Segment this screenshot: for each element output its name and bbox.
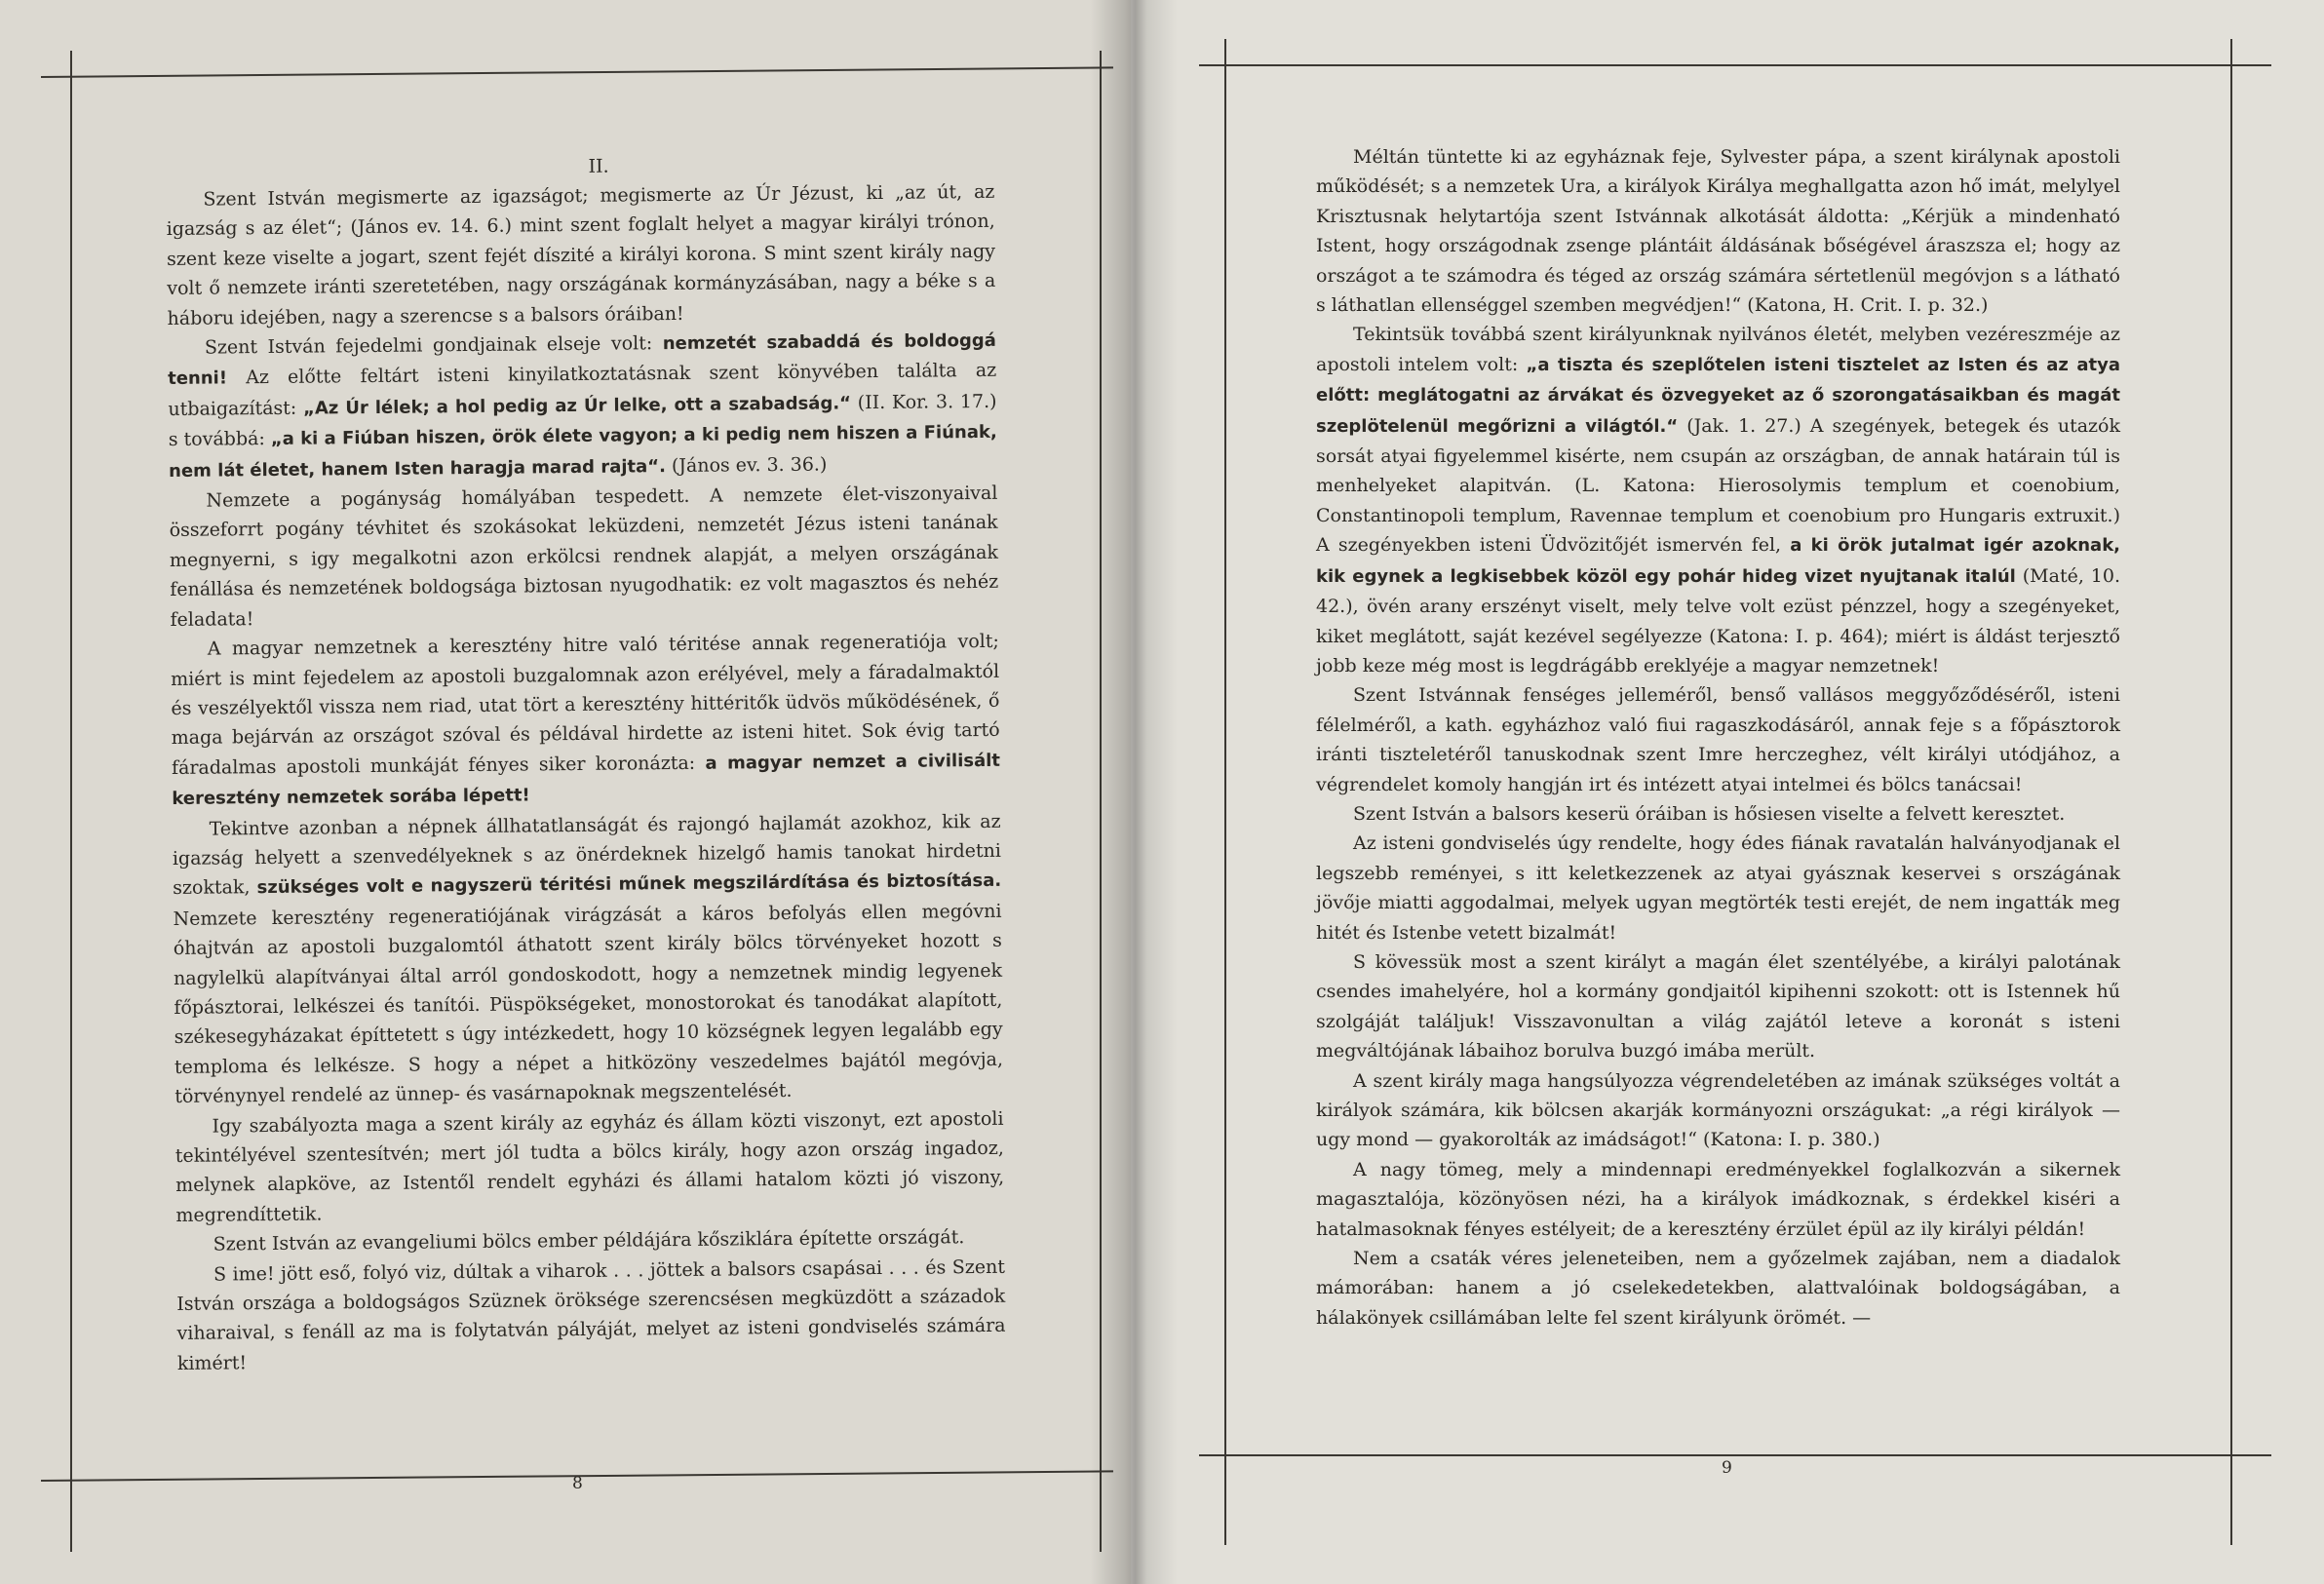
paragraph	[1316, 1155, 2120, 1244]
left-page-text	[166, 148, 1006, 1378]
emphasized-text: nemzetét szabaddá és boldoggá tenni!	[168, 329, 996, 390]
emphasized-text: a ki örök jutalmat igér azoknak, kik egynek a legkisebbek közöl egy pohár hideg vizet nyujtanak italúl	[1316, 535, 2120, 587]
emphasized-text: a magyar nemzet a civilisált keresztény nemzetek sorába lépett!	[172, 750, 1001, 810]
text-run: Igy szabályozta maga a szent király az egyház és állam közti viszonyt, ezt apostoli tekintélyével szentesítvén; mert jól tudta a bölcs király, hogy azon ország ingadoz, melynek alapköve, az Istentől rendelt egyházi és állami hatalom közti jó viszony, megrendíttetik.	[174, 1107, 1005, 1226]
text-run: Szent István a balsors keserü óráiban is hősiesen viselte a felvett keresztet.	[1353, 802, 2066, 825]
text-run: S ime! jött eső, folyó viz, dúltak a viharok . . . jöttek a balsors csapásai . . . és Szent István országa a boldogságos Szüznek öröksége szerencsésen megküzdött a századok viharaival, s fenáll az ma is folytatván pályáját, melyet az isteni gondviselés számára kimért!	[176, 1256, 1006, 1374]
paragraph	[166, 177, 995, 333]
paragraph	[176, 1252, 1006, 1378]
text-run: Szent Istvánnak fenséges jelleméről, benső vallásos meggyőződéséről, isteni félelméről, a kath. egyházhoz való fiui ragaszkodásáról, annak feje s a főpásztorok iránti tiszteletéről tanuskodnak szent Imre herczeghez, vélt királyi utódjához, a végrendelet komoly hangján irt és intézett atyai intelmei és bölcs tanácsai!	[1316, 684, 2120, 795]
text-run: Nemzete keresztény regeneratiójának virágzását a káros befolyás ellen megóvni óhajtván az apostoli buzgalomtól áthatott szent király bölcs törvényeket hozott s nagylelkü alapítványai által arról gondoskodott, hogy a nemzetnek mindig legyenek főpásztorai, lelkészei és tanítói. Püspökségeket, monostorokat és tanodákat alapított, székesegyházakat építtetett s úgy intézkedett, hogy 10 községnek legyen legalább egy temploma és lelkésze. S hogy a népet a hitközöny veszedelmes bajától megóvja, törvénynyel rendelé az ünnep- és vasárnapoknak megszentelését.	[173, 900, 1004, 1108]
emphasized-text: „a tiszta és szeplőtelen isteni tisztelet az Isten és az atya előtt: meglátogatni az árvákat és özvegyeket az ő szorongatásaikban és magát szeplötelenül megőrizni a világtól.“	[1316, 354, 2120, 437]
text-run: A szent király maga hangsúlyozza végrendeletében az imának szükséges voltát a királyok számára, kik bölcsen akarják kormányozni országukat: „a régi királyok — ugy mond — gyakorolták az imádságot!“ (Katona: I. p. 380.)	[1316, 1069, 2120, 1151]
paragraph	[1316, 829, 2120, 947]
right-paragraphs	[1316, 142, 2120, 1333]
right-right-rule	[2230, 39, 2232, 1545]
left-top-rule	[41, 66, 1113, 78]
text-run: Nem a csaták véres jeleneteiben, nem a győzelmek zajában, nem a diadalok mámorában: hanem a jó cselekedetekben, alattvalóinak boldogságában, a hálakönyek csillámában lelte fel szent királyunk örömét. —	[1316, 1248, 2120, 1329]
paragraph	[169, 479, 998, 635]
paragraph	[1316, 320, 2120, 680]
text-run: A magyar nemzetnek a keresztény hitre való téritése annak regeneratiója volt; miért is mint fejedelem az apostoli buzgalomnak azon erélyével, mely a fáradalmaktól és veszélyektől vissza nem riad, utat tört a keresztény hittéritők üdvös működésének, ő maga bejárván az országot szóval és példával hirdette az isteni hitet. Sok évig tartó fáradalmas apostoli munkáját fényes siker koronázta:	[171, 630, 1000, 779]
right-bottom-rule	[1199, 1454, 2271, 1456]
paragraph	[168, 326, 997, 486]
text-run: S kövessük most a szent királyt a magán élet szentélyébe, a királyi palotának csendes imahelyére, hol a kormány gondjaitól kipihenni szokott: ott is Istennek hű szolgáját találjuk! Visszavonultan a világ zajától leteve a koronát s isteni megváltójának lábaihoz borulva buzgó imába merült.	[1316, 950, 2120, 1062]
paragraph	[1316, 799, 2120, 829]
text-run: Szent István megismerte az igazságot; megismerte az Úr Jézust, ki „az út, az igazság s az élet“; (János ev. 14. 6.) mint szent foglalt helyet a magyar királyi trónon, szent keze viselte a jogart, szent fejét díszité a királyi korona. S mint szent király nagy volt ő nemzete iránti szeretetében, nagy országának kormányzásában, nagy a béke s a háboru idejében, nagy a szerencse s a balsors óráiban!	[166, 180, 996, 329]
text-run: (Jak. 1. 27.) A szegények, betegek és utazók sorsát atyai figyelemmel kisérte, nem csupán az országban, de annak határain túl is menhelyeket alapitván. (L. Katona: Hierosolymis templum et coenobium, Constantinopoli templum, Ravennae templum et coenobium pro Hungaris extruxit.) A szegényekben isteni Üdvözitőjét ismervén fel,	[1316, 414, 2120, 557]
text-run: (II. Kor. 3. 17.) s továbbá:	[168, 390, 997, 451]
emphasized-text: „a ki a Fiúban hiszen, örök élete vagyon; a ki pedig nem hiszen a Fiúnak, nem lát életet, hanem Isten haragja marad rajta“.	[169, 422, 997, 482]
paragraph	[171, 627, 1001, 815]
paragraph	[1316, 680, 2120, 799]
paragraph	[172, 806, 1003, 1111]
text-run: Tekintve azonban a népnek állhatatlanságát és rajongó hajlamát azokhoz, kik az igazság helyett a szenvedélyeknek s az önérdeknek hizelgő hamis tanokat hirdetni szoktak,	[172, 810, 1001, 900]
text-run: (Maté, 10. 42.), övén arany erszényt viselt, mely telve volt ezüst pénzzel, hogy a szegényeket, kiket meglátott, saját kezével segélyezze (Katona: I. p. 464); miért is áldást terjesztő jobb keze még most is legdrágább ereklyéje a magyar nemzetnek!	[1316, 564, 2120, 676]
right-page-text	[1316, 142, 2120, 1333]
text-run: Szent István fejedelmi gondjainak elseje volt:	[204, 332, 663, 359]
text-run: (János ev. 3. 36.)	[665, 453, 828, 477]
text-run: Tekintsük továbbá szent királyunknak nyilvános életét, melyben vezéreszméje az apostoli intelem volt:	[1316, 324, 2120, 375]
section-heading: II.	[588, 155, 609, 177]
text-run: Méltán tüntette ki az egyháznak feje, Sylvester pápa, a szent királynak apostoli működését; s a nemzetek Ura, a királyok Királya meghallgatta azon hő imát, melylyel Krisztusnak helytartója szent Istvánnak alkotását áldotta: „Kérjük a mindenható Istent, hogy országodnak zsenge plántáit áldásának bőségével áraszsza el; hogy az országot a te számodra és téged az ország számára sértetlenül megóvjon s a látható s láthatlan ellenséggel szemben megvédjen!“ (Katona, H. Crit. I. p. 32.)	[1316, 146, 2120, 317]
right-left-rule	[1224, 39, 1226, 1545]
paragraph	[1316, 1244, 2120, 1333]
page-number-right: 9	[1722, 1458, 1732, 1478]
text-run: Nemzete a pogányság homályában tespedett. A nemzete élet-viszonyaival összeforrt pogány tévhitet és szokásokat leküzdeni, nemzetét Jézus isteni tanának megnyerni, s igy megalkotni azon erkölcsi rendnek alapját, a melyen országának fenállása és nemzetének boldogsága biztosan nyugodhatik: ez volt magasztos és nehéz feladata!	[169, 482, 999, 631]
text-run: Az előtte feltárt isteni kinyilatkoztatásnak szent könyvében találta az utbaigazítást:	[168, 360, 997, 420]
left-page	[0, 0, 1131, 1584]
paragraph	[1316, 1066, 2120, 1155]
paragraph	[174, 1103, 1004, 1230]
emphasized-text: szükséges volt e nagyszerü téritési műnek megszilárdítása és biztosítása.	[256, 870, 1002, 899]
paragraph	[1316, 142, 2120, 320]
paragraph	[1316, 947, 2120, 1066]
text-run: Szent István az evangeliumi bölcs ember példájára kősziklára építette országát.	[213, 1226, 965, 1256]
emphasized-text: „Az Úr lélek; a hol pedig az Úr lelke, ott a szabadság.“	[302, 393, 852, 419]
left-left-rule	[70, 51, 72, 1552]
page-number-left: 8	[572, 1474, 583, 1493]
left-right-rule	[1100, 51, 1102, 1552]
right-page	[1131, 0, 2324, 1584]
right-top-rule	[1199, 64, 2271, 66]
text-run: Az isteni gondviselés úgy rendelte, hogy édes fiának ravatalán halványodjanak el legszebb reményei, s itt keletkezzenek az atyai gyásznak keservei s országának jövője miatti aggodalmai, melyek ugyan megtörték testi erejét, de nem ingatták meg hitét és Istenbe vetett bizalmát!	[1316, 832, 2120, 944]
text-run: A nagy tömeg, mely a mindennapi eredményekkel foglalkozván a sikernek magasztalója, közönyösen nézi, ha a királyok imádkoznak, s érdekkel kiséri a hatalmasoknak fényes estélyeit; de a keresztény érzület épül az ily királyi példán!	[1316, 1158, 2120, 1240]
left-paragraphs	[166, 177, 1006, 1378]
